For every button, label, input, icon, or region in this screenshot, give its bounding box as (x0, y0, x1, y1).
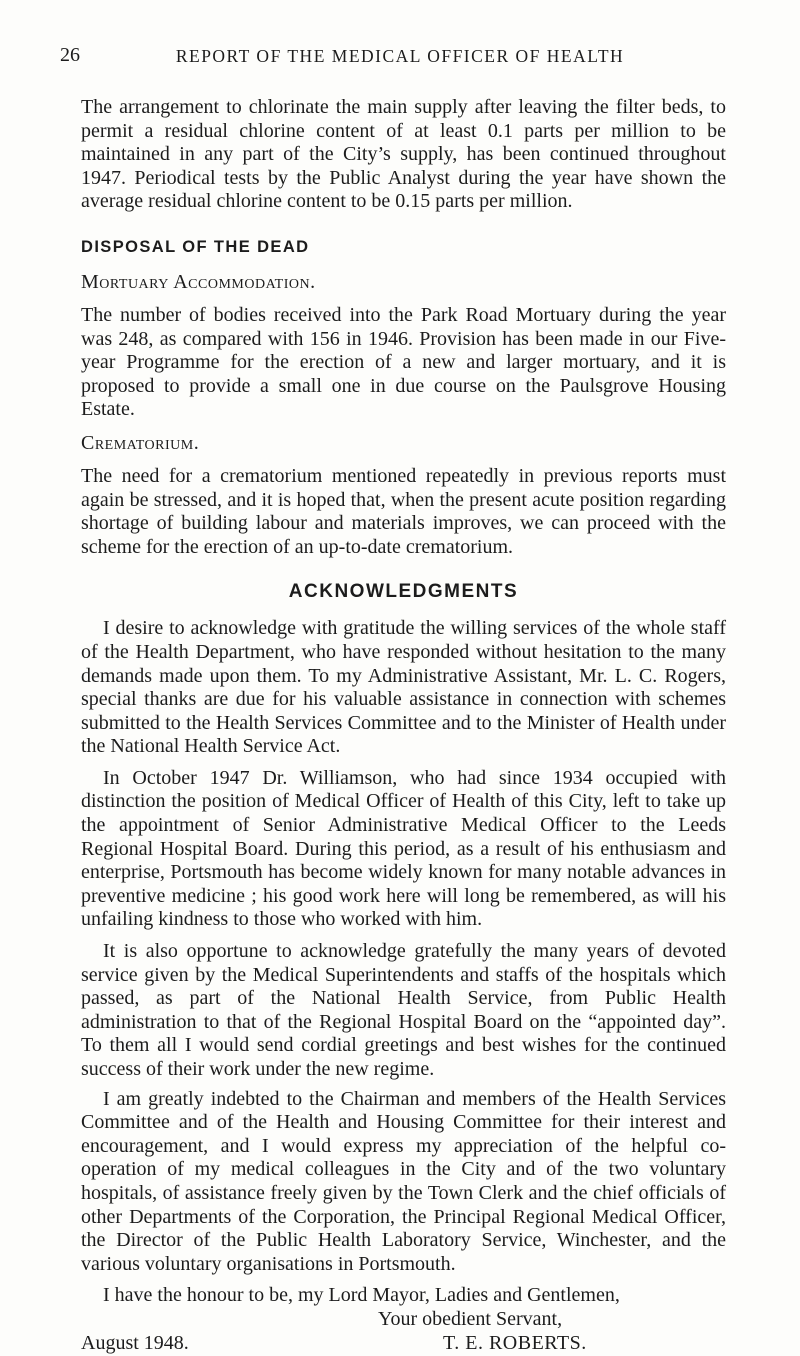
mortuary-paragraph: The number of bodies received into the Park Road Mortuary during the year was 248, as compared with 156 in 1946. Provision has been made in our Five-year Programme for the erection of a new and larger mortuary, and it is proposed to provide a small one in due course on the Paulsgrove Housing Estate. (81, 303, 726, 421)
crematorium-subheading: Crematorium. (81, 431, 200, 454)
mortuary-subheading: Mortuary Accommodation. (81, 270, 316, 293)
ack-paragraph-hospitals: It is also opportune to acknowledge gratefully the many years of devoted service given by the Medical Superintendents and staffs of the hospitals which passed, as part of the National Health Service, from Public Health administration to that of the Regional Hospital Board on the “appointed day”. To them all I would send cordial greetings and best wishes for the continued success of their work under the new regime. (81, 940, 726, 1080)
page-header (60, 44, 740, 70)
disposal-heading: DISPOSAL OF THE DEAD (81, 237, 310, 256)
chlorination-paragraph: The arrangement to chlorinate the main supply after leaving the filter beds, to permit a residual chlorine content of at least 0.1 parts per million to be maintained in any part of the City’s supply, has been continued throughout 1947. Periodical tests by the Public Analyst during the year have shown the average residual chlorine content to be 0.15 parts per million. (81, 96, 726, 213)
page-body (81, 96, 726, 1356)
crematorium-paragraph: The need for a crematorium mentioned repeatedly in previous reports must again be stressed, and it is hoped that, when the present acute position regarding shortage of building labour and materials improves, we can proceed with the scheme for the erection of an up-to-date crematorium. (81, 464, 726, 558)
running-title: REPORT OF THE MEDICAL OFFICER OF HEALTH (175, 46, 625, 66)
page-number: 26 (60, 44, 80, 66)
ack-paragraph-williamson: In October 1947 Dr. Williamson, who had since 1934 occupied with distinction the position of Medical Officer of Health of this City, left to take up the appointment of Senior Administrative Medical Officer to the Leeds Regional Hospital Board. During this period, as a result of his enthusiasm and enterprise, Portsmouth has become widely known for many notable advances in preventive medicine ; his good work here will long be remembered, as will his unfailing kindness to those who worked with him. (81, 766, 726, 931)
acknowledgments-heading: ACKNOWLEDGMENTS (288, 581, 519, 603)
closing-signoff (81, 1332, 726, 1356)
closing-valediction: Your obedient Servant, (378, 1307, 563, 1330)
report-date: August 1948. (81, 1331, 189, 1354)
ack-paragraph-committees: I am greatly indebted to the Chairman and members of the Health Services Committee and of the Health and Housing Committee for their interest and encouragement, and I would express my appreciation of the helpful co-operation of my medical colleagues in the City and of the two voluntary hospitals, of assistance freely given by the Town Clerk and the chief officials of other Departments of the Corporation, the Principal Regional Medical Officer, the Director of the Public Health Laboratory Service, Winchester, and the various voluntary organisations in Portsmouth. (81, 1087, 726, 1275)
closing-salutation: I have the honour to be, my Lord Mayor, Ladies and Gentlemen, (103, 1284, 620, 1307)
ack-paragraph-staff: I desire to acknowledge with gratitude the willing services of the whole staff of the Health Department, who have responded without hesitation to the many demands made upon them. To my Administrative Assistant, Mr. L. C. Rogers, special thanks are due for his valuable assistance in connection with schemes submitted to the Health Services Committee and to the Minister of Health under the National Health Service Act. (81, 617, 726, 758)
signature-name: T. E. ROBERTS. (443, 1331, 587, 1354)
